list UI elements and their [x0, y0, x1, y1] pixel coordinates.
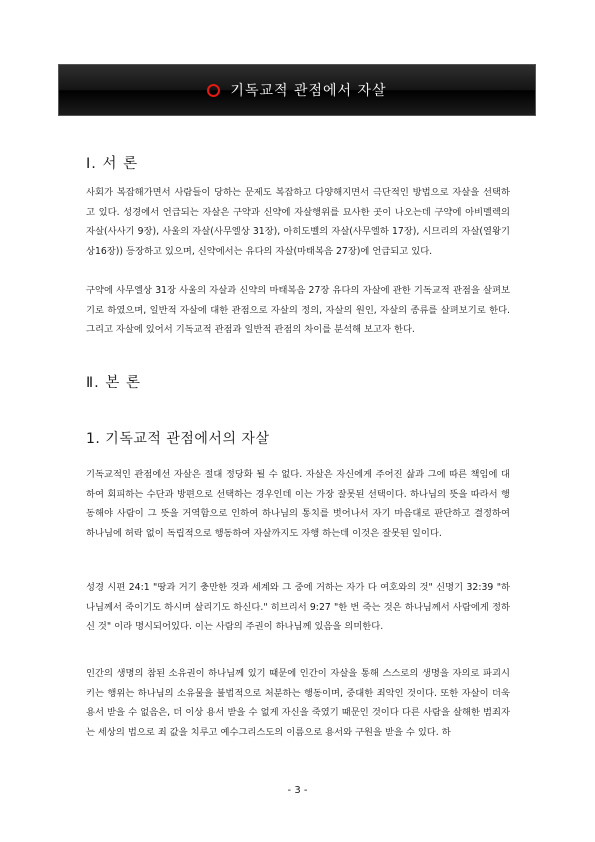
body-paragraph-3: 인간의 생명의 참된 소유권이 하나님께 있기 때문에 인간이 자살을 통해 스스로의 생명을 자의로 파괴시키는 행위는 하나님의 소유물을 불법적으로 처분하는 행동이며, 중대한 죄악인 것이다. 또한 자살이 더욱 용서 받을 수 없음은, 더 이상 용서 받을 수 없게 자신을 죽였기 때문인 것이다 다른 사람을 살해한 범죄자는 세상의 법으로 죄 값을 치루고 예수그리스도의 이름으로 용서와 구원을 받을 수 있다. 하 — [86, 668, 510, 738]
body-heading: Ⅱ. 본 론 — [86, 375, 141, 391]
intro-paragraph-1: 사회가 복잡해가면서 사람들이 당하는 문제도 복잡하고 다양해지면서 극단적인 방법으로 자살을 선택하고 있다. 성경에서 언급되는 자살은 구약과 신약에 자살행위를 묘사한 곳이 나오는데 구약에 아비멜렉의 자살(사사기 9장), 사울의 자살(사무엘상 31장), 아히도벨의 자살(사무엘하 17장), 시므리의 자살(열왕기상16장)) 등장하고 있으며, 신약에서는 유다의 자살(마태복음 27장)에 언급되고 있다. — [86, 187, 510, 257]
page-number: - 3 - — [287, 785, 308, 796]
body-paragraph-2: 성경 시편 24:1 "땅과 거기 충만한 것과 세계와 그 중에 거하는 자가 다 여호와의 것" 신명기 32:39 "하나님께서 죽이기도 하시며 살리기도 하신다." 히브리서 9:27 "한 번 죽는 것은 하나님께서 사람에게 정하신 것" 이라 명시되어있다. 이는 사람의 주권이 하나님께 있음을 의미한다. — [86, 582, 510, 632]
subsection-heading: 1. 기독교적 관점에서의 자살 — [86, 431, 270, 447]
intro-paragraph-2: 구약에 사무엘상 31장 사울의 자살과 신약의 마태복음 27장 유다의 자살에 관한 기독교적 관점을 살펴보기로 하였으며, 일반적 자살에 대한 관점으로 자살의 정의, 자살의 원인, 자살의 종류를 살펴보기로 한다. 그리고 자살에 있어서 기독교적 관점과 일반적 관점의 차이를 분석해 보고자 한다. — [86, 285, 510, 335]
body-paragraph-1: 기독교적인 관점에선 자살은 절대 정당화 될 수 없다. 자살은 자신에게 주어진 삶과 그에 따른 책임에 대하여 회피하는 수단과 방편으로 선택하는 경우인데 이는 가장 잘못된 선택이다. 하나님의 뜻을 따라서 행동해야 사람이 그 뜻을 거역함으로 인하여 하나님의 통치를 벗어나서 자기 마음대로 판단하고 결정하여 하나님에 허락 없이 독립적으로 행동하여 자살까지도 자행 하는데 이것은 잘못된 일이다. — [86, 469, 510, 539]
intro-heading: Ⅰ. 서 론 — [86, 156, 139, 172]
document-title: 기독교적 관점에서 자살 — [230, 83, 387, 99]
title-banner — [58, 64, 536, 116]
red-circle-icon — [207, 84, 220, 97]
